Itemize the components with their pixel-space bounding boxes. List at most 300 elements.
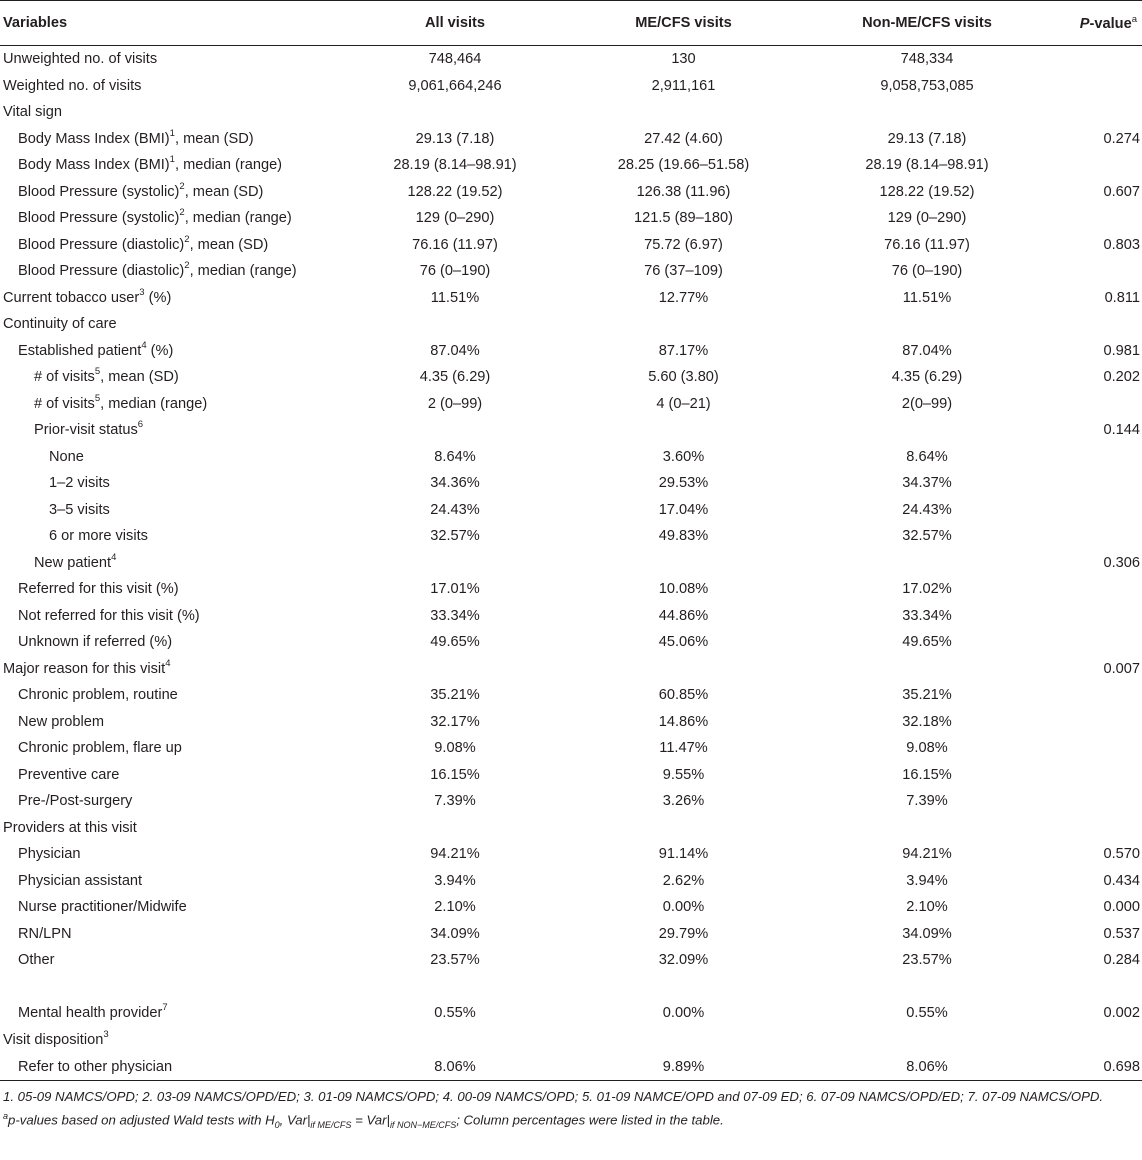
row-label	[0, 46, 340, 73]
cell-all-visits	[340, 974, 570, 1001]
row-label	[0, 258, 340, 285]
row-label	[0, 205, 340, 232]
table-row	[0, 126, 1142, 153]
table-row	[0, 868, 1142, 895]
table-row	[0, 947, 1142, 974]
row-label-text: Referred for this visit (%)	[18, 581, 179, 598]
row-label	[0, 126, 340, 153]
table-row	[0, 974, 1142, 1001]
cell-all-visits: 748,464	[428, 51, 482, 68]
cell-all-visits: 0.55%	[434, 1005, 476, 1022]
row-label-text: Refer to other physician	[18, 1058, 173, 1075]
row-label	[0, 788, 340, 815]
cell-pvalue	[1057, 46, 1142, 73]
cell-pvalue	[1057, 497, 1142, 524]
cell-pvalue: 0.434	[1103, 872, 1140, 889]
footnote-h-sub: 0	[274, 1120, 280, 1131]
row-label-footnote-ref: 3	[103, 1028, 109, 1040]
row-label-footnote-ref: 2	[179, 180, 185, 192]
cell-pvalue	[1057, 73, 1142, 100]
cell-mecfs-visits	[570, 417, 797, 444]
row-label	[0, 311, 340, 338]
cell-all-visits: 32.17%	[430, 713, 480, 730]
cell-non-mecfs-visits: 32.57%	[902, 528, 952, 545]
cell-mecfs-visits: 11.47%	[659, 740, 708, 757]
table-row	[0, 73, 1142, 100]
cell-mecfs-visits: 130	[671, 51, 696, 68]
row-label	[0, 709, 340, 736]
table-row	[0, 603, 1142, 630]
cell-all-visits: 9.08%	[434, 740, 476, 757]
row-label	[0, 152, 340, 179]
cell-non-mecfs-visits	[797, 417, 1057, 444]
table-row	[0, 682, 1142, 709]
cell-pvalue	[1057, 1027, 1142, 1054]
cell-all-visits: 34.36%	[430, 475, 480, 492]
cell-all-visits: 35.21%	[430, 687, 480, 704]
cell-mecfs-visits	[570, 815, 797, 842]
row-label	[0, 444, 340, 471]
cell-all-visits: 32.57%	[430, 528, 480, 545]
cell-pvalue	[1057, 603, 1142, 630]
row-label-text: # of visits	[34, 395, 95, 412]
cell-all-visits: 9,061,664,246	[408, 77, 502, 94]
row-label	[0, 470, 340, 497]
cell-pvalue: 0.607	[1103, 183, 1140, 200]
row-label-footnote-ref: 4	[111, 551, 117, 563]
row-label-text: New patient	[34, 554, 112, 571]
header-all-visits: All visits	[340, 1, 570, 46]
row-label-text: Other	[18, 952, 55, 969]
cell-non-mecfs-visits	[797, 1027, 1057, 1054]
cell-pvalue	[1057, 258, 1142, 285]
row-label	[0, 629, 340, 656]
row-label-text: Weighted no. of visits	[3, 77, 142, 94]
table-row	[0, 1027, 1142, 1054]
cell-pvalue: 0.811	[1104, 289, 1140, 306]
cell-mecfs-visits	[570, 974, 797, 1001]
header-row	[0, 1, 1142, 46]
table-row	[0, 1000, 1142, 1027]
table-row	[0, 762, 1142, 789]
row-label-text: Pre-/Post-surgery	[18, 793, 133, 810]
cell-non-mecfs-visits: 128.22 (19.52)	[879, 183, 975, 200]
row-label-text: Unweighted no. of visits	[3, 51, 158, 68]
cell-all-visits: 34.09%	[430, 925, 480, 942]
header-pvalue-p: P	[1079, 15, 1090, 32]
cell-mecfs-visits: 91.14%	[658, 846, 709, 863]
cell-all-visits: 16.15%	[430, 766, 480, 783]
cell-mecfs-visits: 2,911,161	[651, 77, 716, 94]
table-row	[0, 46, 1142, 73]
row-label-text: 1–2 visits	[49, 475, 110, 492]
cell-mecfs-visits: 29.79%	[658, 925, 709, 942]
cell-non-mecfs-visits: 32.18%	[902, 713, 952, 730]
row-label-suffix: (%)	[144, 289, 172, 306]
row-label-text: Chronic problem, routine	[18, 687, 178, 704]
row-label-text: Vital sign	[3, 104, 62, 121]
cell-all-visits: 76 (0–190)	[419, 263, 491, 280]
cell-all-visits: 23.57%	[430, 952, 480, 969]
cell-non-mecfs-visits: 16.15%	[902, 766, 952, 783]
row-label	[0, 868, 340, 895]
row-label-suffix: , mean (SD)	[174, 130, 254, 147]
row-label	[0, 815, 340, 842]
table-row	[0, 1053, 1142, 1081]
row-label-suffix: , median (range)	[189, 263, 297, 280]
cell-non-mecfs-visits: 7.39%	[906, 793, 948, 810]
cell-mecfs-visits: 28.25 (19.66–51.58)	[617, 157, 750, 174]
footnote-sources: 1. 05-09 NAMCS/OPD; 2. 03-09 NAMCS/OPD/ED; 3. 01-09 NAMCS/OPD; 4. 00-09 NAMCS/OPD; 5. 01-09 NAMCE/OPD and 07-09 ED; 6. 07-09 NAMCS/OPD/ED; 7. 07-09 NAMCS/OPD.	[3, 1089, 1104, 1104]
row-label-footnote-ref: 2	[184, 233, 190, 245]
cell-mecfs-visits: 12.77%	[658, 289, 709, 306]
row-label	[0, 523, 340, 550]
table-row	[0, 391, 1142, 418]
table-row	[0, 470, 1142, 497]
cell-all-visits	[340, 656, 570, 683]
row-label	[0, 285, 340, 312]
cell-non-mecfs-visits: 8.06%	[797, 1053, 1057, 1081]
row-label-text: 3–5 visits	[49, 501, 110, 518]
footnote-pvalue-text-b: , Var|	[279, 1112, 311, 1128]
cell-all-visits: 76.16 (11.97)	[412, 236, 498, 253]
row-label-text: Unknown if referred (%)	[18, 634, 173, 651]
cell-non-mecfs-visits: 34.09%	[902, 925, 952, 942]
table-row	[0, 285, 1142, 312]
row-label-text: Blood Pressure (systolic)	[18, 210, 180, 227]
row-label-text: Physician assistant	[18, 872, 143, 889]
row-label	[0, 735, 340, 762]
header-pvalue-sup: a	[1131, 14, 1137, 26]
row-label	[0, 99, 340, 126]
cell-mecfs-visits: 75.72 (6.97)	[644, 236, 723, 253]
row-label-footnote-ref: 3	[139, 286, 145, 298]
table-row	[0, 232, 1142, 259]
cell-all-visits: 17.01%	[430, 581, 480, 598]
row-label-text: Blood Pressure (diastolic)	[18, 263, 185, 280]
cell-non-mecfs-visits: 34.37%	[902, 475, 952, 492]
cell-pvalue	[1057, 629, 1142, 656]
table-row	[0, 550, 1142, 577]
cell-pvalue	[1057, 815, 1142, 842]
header-mecfs-visits: ME/CFS visits	[570, 1, 797, 46]
cell-pvalue	[1057, 762, 1142, 789]
cell-all-visits: 87.04%	[430, 342, 480, 359]
cell-pvalue	[1057, 974, 1142, 1001]
cell-mecfs-visits: 14.86%	[658, 713, 709, 730]
cell-pvalue	[1057, 788, 1142, 815]
cell-all-visits: 3.94%	[434, 872, 476, 889]
cell-all-visits	[340, 311, 570, 338]
row-label-footnote-ref: 2	[179, 207, 185, 219]
cell-all-visits: 24.43%	[430, 501, 480, 518]
cell-pvalue: 0.002	[1103, 1005, 1140, 1022]
cell-pvalue	[1057, 470, 1142, 497]
row-label-text: Prior-visit status	[34, 422, 138, 439]
cell-non-mecfs-visits: 17.02%	[902, 581, 952, 598]
cell-all-visits: 28.19 (8.14–98.91)	[393, 157, 517, 174]
cell-mecfs-visits: 121.5 (89–180)	[634, 210, 733, 227]
cell-all-visits: 2 (0–99)	[427, 395, 483, 412]
footnote-pvalue-sup: a	[3, 1111, 9, 1121]
cell-mecfs-visits: 4 (0–21)	[656, 395, 711, 412]
row-label-text: Current tobacco user	[3, 289, 140, 306]
cell-mecfs-visits: 87.17%	[658, 342, 709, 359]
row-label-footnote-ref: 7	[162, 1002, 168, 1014]
table-row	[0, 364, 1142, 391]
cell-non-mecfs-visits: 2(0–99)	[901, 395, 953, 412]
header-non-mecfs-visits: Non-ME/CFS visits	[797, 1, 1057, 46]
row-label-text: Chronic problem, flare up	[18, 740, 182, 757]
row-label-text: None	[49, 448, 84, 465]
cell-non-mecfs-visits: 9,058,753,085	[880, 77, 974, 94]
cell-pvalue	[1057, 735, 1142, 762]
cell-non-mecfs-visits: 28.19 (8.14–98.91)	[865, 157, 989, 174]
row-label-text: New problem	[18, 713, 104, 730]
row-label-footnote-ref: 1	[169, 154, 175, 166]
row-label-text: Major reason for this visit	[3, 660, 166, 677]
cell-non-mecfs-visits: 11.51%	[902, 289, 952, 306]
cell-non-mecfs-visits: 3.94%	[906, 872, 948, 889]
row-label	[0, 550, 340, 577]
cell-mecfs-visits: 60.85%	[658, 687, 709, 704]
header-pvalue-rest: -value	[1089, 15, 1132, 32]
table-footnotes	[0, 1081, 1142, 1134]
row-label-text: Body Mass Index (BMI)	[18, 130, 170, 147]
row-label	[0, 73, 340, 100]
row-label	[0, 841, 340, 868]
table-body	[0, 46, 1142, 1081]
cell-pvalue: 0.698	[1057, 1053, 1142, 1081]
cell-mecfs-visits: 44.86%	[658, 607, 709, 624]
row-label	[0, 576, 340, 603]
cell-non-mecfs-visits: 4.35 (6.29)	[891, 369, 963, 386]
row-label	[0, 417, 340, 444]
cell-non-mecfs-visits: 49.65%	[902, 634, 952, 651]
cell-pvalue	[1057, 682, 1142, 709]
row-label	[0, 974, 340, 1001]
row-label-text: Mental health provider	[18, 1005, 163, 1022]
row-label-text: Preventive care	[18, 766, 120, 783]
row-label-text: Not referred for this visit (%)	[18, 607, 200, 624]
cell-pvalue: 0.007	[1103, 660, 1140, 677]
cell-pvalue	[1057, 391, 1142, 418]
table-row	[0, 735, 1142, 762]
footnote-sub-non-mecfs: if NON−ME/CFS	[389, 1120, 457, 1131]
cell-pvalue	[1057, 576, 1142, 603]
row-label	[0, 894, 340, 921]
cell-all-visits	[340, 815, 570, 842]
row-label-text: # of visits	[34, 369, 95, 386]
row-label-footnote-ref: 6	[137, 419, 144, 431]
cell-all-visits: 2.10%	[434, 899, 476, 916]
table-row	[0, 444, 1142, 471]
row-label	[0, 179, 340, 206]
row-label	[0, 391, 340, 418]
row-label	[0, 1000, 340, 1027]
cell-pvalue	[1057, 152, 1142, 179]
cell-mecfs-visits: 9.55%	[662, 766, 705, 783]
cell-all-visits	[340, 417, 570, 444]
cell-all-visits: 11.51%	[430, 289, 480, 306]
cell-pvalue: 0.144	[1103, 422, 1140, 439]
footnote-pvalue-text-c: = Var|	[351, 1112, 390, 1128]
row-label	[0, 1053, 340, 1081]
cell-non-mecfs-visits	[797, 99, 1057, 126]
cell-non-mecfs-visits: 24.43%	[902, 501, 952, 518]
row-label-text: Body Mass Index (BMI)	[18, 157, 170, 174]
cell-non-mecfs-visits	[797, 550, 1057, 577]
cell-non-mecfs-visits: 2.10%	[906, 899, 948, 916]
cell-pvalue	[1057, 523, 1142, 550]
cell-mecfs-visits	[570, 99, 797, 126]
cell-non-mecfs-visits: 748,334	[900, 51, 954, 68]
row-label-text: 6 or more visits	[49, 528, 148, 545]
table-row	[0, 258, 1142, 285]
row-label	[0, 921, 340, 948]
row-label-footnote-ref: 5	[94, 392, 101, 404]
table-row	[0, 523, 1142, 550]
cell-all-visits	[340, 550, 570, 577]
cell-mecfs-visits: 27.42 (4.60)	[644, 130, 723, 147]
cell-mecfs-visits: 9.89%	[570, 1053, 797, 1081]
cell-non-mecfs-visits	[797, 656, 1057, 683]
cell-pvalue: 0.284	[1103, 952, 1140, 969]
cell-pvalue	[1057, 709, 1142, 736]
cell-mecfs-visits: 3.26%	[662, 793, 705, 810]
cell-mecfs-visits: 5.60 (3.80)	[648, 369, 719, 386]
cell-non-mecfs-visits: 23.57%	[902, 952, 952, 969]
row-label-footnote-ref: 4	[165, 657, 171, 669]
row-label-suffix: , mean (SD)	[184, 183, 264, 200]
cell-mecfs-visits: 76 (37–109)	[644, 263, 723, 280]
footnote-sub-mecfs: if ME/CFS	[310, 1120, 352, 1131]
row-label	[0, 232, 340, 259]
cell-pvalue: 0.306	[1103, 554, 1140, 571]
table-row	[0, 788, 1142, 815]
cell-mecfs-visits	[570, 656, 797, 683]
row-label-suffix: , median (range)	[100, 395, 208, 412]
cell-mecfs-visits	[570, 1027, 797, 1054]
row-label-text: Blood Pressure (systolic)	[18, 183, 180, 200]
row-label-text: Visit disposition	[3, 1031, 104, 1048]
cell-mecfs-visits: 126.38 (11.96)	[636, 183, 731, 200]
cell-all-visits: 29.13 (7.18)	[415, 130, 495, 147]
table-row	[0, 656, 1142, 683]
table-row	[0, 99, 1142, 126]
cell-pvalue: 0.570	[1103, 846, 1140, 863]
cell-pvalue	[1057, 311, 1142, 338]
row-label	[0, 656, 340, 683]
cell-all-visits: 8.64%	[434, 448, 476, 465]
cell-mecfs-visits: 32.09%	[658, 952, 709, 969]
cell-mecfs-visits: 10.08%	[658, 581, 709, 598]
cell-pvalue	[1057, 444, 1142, 471]
row-label-text: Physician	[18, 846, 81, 863]
header-variables: Variables	[0, 1, 340, 46]
cell-pvalue	[1057, 99, 1142, 126]
cell-mecfs-visits	[570, 550, 797, 577]
cell-mecfs-visits: 29.53%	[658, 475, 709, 492]
cell-all-visits: 33.34%	[430, 607, 480, 624]
footnote-pvalue-text-d: ; Column percentages were listed in the table.	[456, 1112, 724, 1128]
cell-non-mecfs-visits: 8.64%	[906, 448, 948, 465]
cell-non-mecfs-visits: 33.34%	[902, 607, 952, 624]
row-label-text: Providers at this visit	[3, 819, 137, 836]
row-label-footnote-ref: 4	[141, 339, 147, 351]
footnote-pvalue	[3, 1107, 1139, 1134]
table-row	[0, 709, 1142, 736]
cell-pvalue: 0.274	[1103, 130, 1140, 147]
cell-non-mecfs-visits	[797, 311, 1057, 338]
cell-non-mecfs-visits: 9.08%	[906, 740, 948, 757]
cell-all-visits: 49.65%	[430, 634, 480, 651]
cell-all-visits	[340, 1027, 570, 1054]
cell-all-visits: 7.39%	[434, 793, 476, 810]
row-label	[0, 338, 340, 365]
row-label-footnote-ref: 5	[94, 366, 101, 378]
table-row	[0, 629, 1142, 656]
cell-mecfs-visits: 2.62%	[662, 872, 705, 889]
table-row	[0, 417, 1142, 444]
row-label-suffix: , mean (SD)	[189, 236, 269, 253]
row-label-footnote-ref: 1	[169, 127, 175, 139]
row-label-text: Nurse practitioner/Midwife	[18, 899, 187, 916]
cell-non-mecfs-visits: 35.21%	[902, 687, 952, 704]
cell-pvalue: 0.981	[1103, 342, 1140, 359]
cell-mecfs-visits: 0.00%	[662, 1005, 705, 1022]
cell-all-visits: 128.22 (19.52)	[407, 183, 503, 200]
cell-mecfs-visits: 45.06%	[658, 634, 709, 651]
cell-mecfs-visits: 3.60%	[662, 448, 705, 465]
cell-mecfs-visits	[570, 311, 797, 338]
cell-non-mecfs-visits	[797, 815, 1057, 842]
cell-non-mecfs-visits: 129 (0–290)	[887, 210, 967, 227]
row-label-text: Established patient	[18, 342, 142, 359]
cell-non-mecfs-visits: 87.04%	[902, 342, 952, 359]
cell-pvalue: 0.202	[1103, 369, 1140, 386]
cell-non-mecfs-visits: 0.55%	[906, 1005, 948, 1022]
table-row	[0, 576, 1142, 603]
table-row	[0, 841, 1142, 868]
row-label-suffix: (%)	[146, 342, 174, 359]
row-label	[0, 762, 340, 789]
cell-all-visits: 94.21%	[430, 846, 480, 863]
cell-all-visits: 129 (0–290)	[415, 210, 495, 227]
cell-all-visits: 8.06%	[340, 1053, 570, 1081]
row-label-suffix: , median (range)	[184, 210, 292, 227]
cell-all-visits	[340, 99, 570, 126]
table-row	[0, 311, 1142, 338]
table-row	[0, 921, 1142, 948]
cell-all-visits: 4.35 (6.29)	[419, 369, 491, 386]
cell-pvalue	[1057, 205, 1142, 232]
table-row	[0, 338, 1142, 365]
cell-mecfs-visits: 0.00%	[662, 899, 705, 916]
cell-non-mecfs-visits	[797, 974, 1057, 1001]
cell-pvalue: 0.537	[1103, 925, 1140, 942]
row-label	[0, 497, 340, 524]
row-label-footnote-ref: 2	[184, 260, 190, 272]
row-label-text: Blood Pressure (diastolic)	[18, 236, 185, 253]
row-label	[0, 603, 340, 630]
table-row	[0, 894, 1142, 921]
table-row	[0, 179, 1142, 206]
row-label-suffix: , median (range)	[174, 157, 283, 174]
row-label-text: Continuity of care	[3, 316, 117, 333]
footnote-pvalue-text-a: p-values based on adjusted Wald tests with H	[8, 1112, 275, 1128]
table-row	[0, 815, 1142, 842]
